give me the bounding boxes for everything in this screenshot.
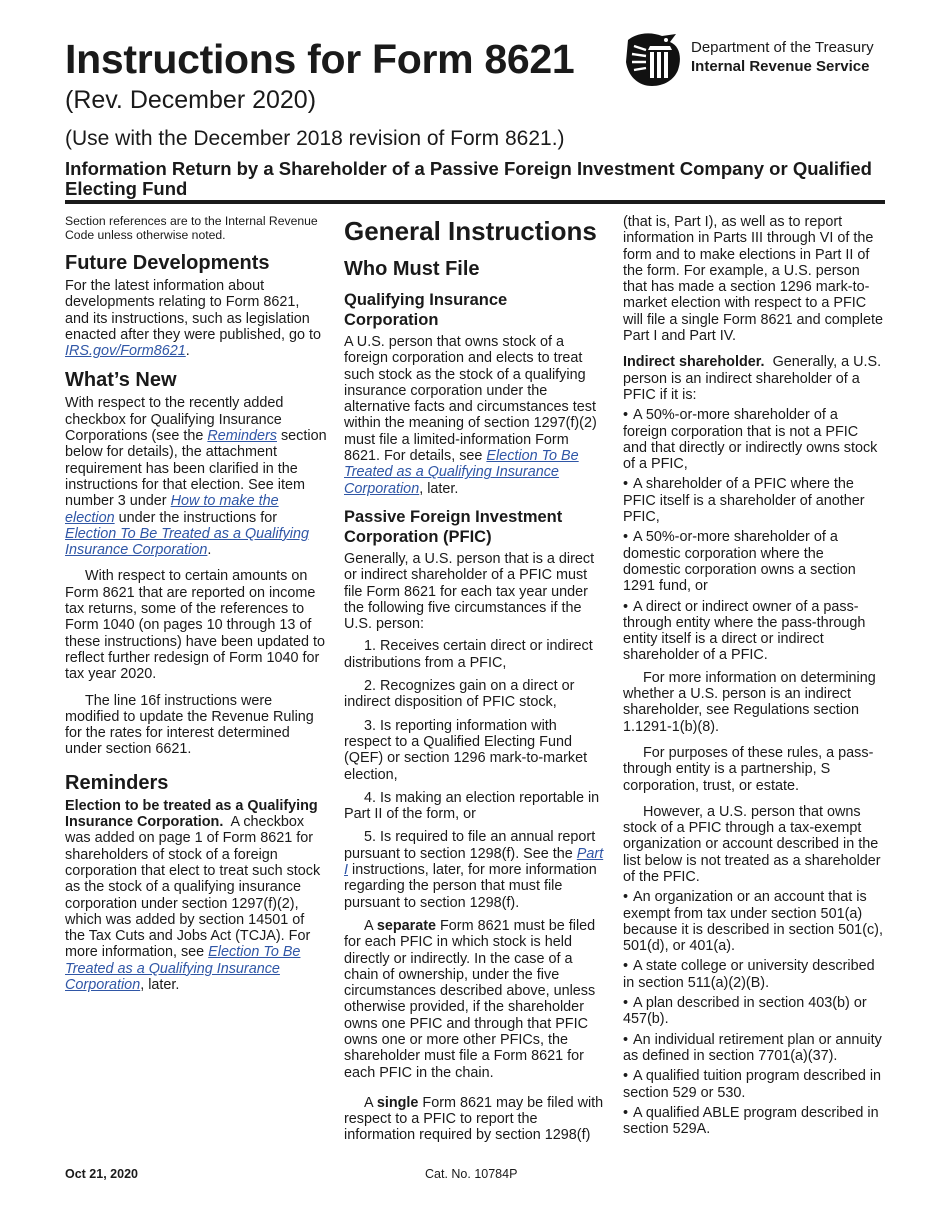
whats-new-paragraph-1: With respect to the recently added checkbox for Qualifying Insurance Corporations (see the Reminders section below for details), the attachment requirement has been clarified in the instructions for that election. See item number 3 under How to make the election under the instructions for Election To Be Treated as a Qualifying Insurance Corporation. bbox=[65, 395, 327, 559]
single-form-paragraph: A single Form 8621 may be filed with respect to a PFIC to report the information required by section 1298(f) bbox=[344, 1094, 604, 1144]
list-item: • An individual retirement plan or annuity as defined in section 7701(a)(37). bbox=[623, 1032, 885, 1065]
future-developments-heading: Future Developments bbox=[65, 252, 270, 274]
list-item: • A direct or indirect owner of a pass-through entity where the pass-through entity itself is a direct or indirect shareholder of a PFIC. bbox=[623, 599, 885, 664]
election-qic-link[interactable]: Election To Be Treated as a Qualifying Insurance Corporation bbox=[65, 525, 309, 559]
footer-date: Oct 21, 2020 bbox=[65, 1167, 138, 1181]
list-item: • A qualified tuition program described in section 529 or 530. bbox=[623, 1068, 885, 1101]
indirect-shareholder-paragraph: Indirect shareholder. Generally, a U.S. person is an indirect shareholder of a PFIC if it is: bbox=[623, 354, 882, 403]
whats-new-paragraph-2: With respect to certain amounts on Form 8621 that are reported on income tax returns, some of the references to Form 1040 (on pages 10 through 13 of these instructions) have been updated to reflect further redesign of Form 1040 for tax year 2020. bbox=[65, 568, 326, 683]
revision-date: (Rev. December 2020) bbox=[65, 86, 317, 114]
more-info-paragraph: For more information on determining whether a U.S. person is an indirect shareholder, see Regulations section 1.1291-1(b)(8). bbox=[623, 669, 876, 735]
section-references-note: Section references are to the Internal Revenue Code unless otherwise noted. bbox=[65, 214, 318, 242]
column-3 bbox=[623, 214, 885, 1143]
who-must-file-heading: Who Must File bbox=[344, 258, 480, 280]
document-title: Instructions for Form 8621 bbox=[65, 36, 575, 82]
whats-new-heading: What’s New bbox=[65, 369, 177, 392]
list-item: • A plan described in section 403(b) or 457(b). bbox=[623, 995, 885, 1028]
part-i-link[interactable]: Part I bbox=[344, 845, 604, 879]
election-qic-link-2[interactable]: Election To Be Treated as a Qualifying Insurance Corporation bbox=[65, 944, 301, 993]
future-developments-text: For the latest information about developments relating to Form 8621, and its instructions, such as legislation enacted after they were published, go to IRS.gov/Form8621. bbox=[65, 278, 322, 360]
use-with-note: (Use with the December 2018 revision of Form 8621.) bbox=[65, 127, 565, 150]
reminders-paragraph: Election to be treated as a Qualifying Insurance Corporation. A checkbox was added on page 1 of Form 8621 for shareholders of stock of a foreign corporation that elect to treat such stock as the stock of a qualifying insurance corporation under section 1297(f)(2), which was added by section 14501 of the Tax Cuts and Jobs Act (TCJA). For more information, see Election To Be Treated as a Qualifying Insurance Corporation, later. bbox=[65, 797, 321, 993]
qic-paragraph: A U.S. person that owns stock of a foreign corporation and elects to treat such stock as the stock of a qualifying insurance corporation under the alternative facts and circumstances test within the meaning of section 1297(f)(2) must file a limited-information Form 8621. For details, see Election To Be Treated as a Qualifying Insurance Corporation, later. bbox=[344, 334, 597, 497]
irs-eagle-logo-icon bbox=[624, 32, 684, 88]
continued-paragraph: (that is, Part I), as well as to report information in Parts III through VI of the form and to make elections in Part II of the form. For example, a U.S. person that has made a section 1296 mark-to-market election with respect to a PFIC will file a single Form 8621 and complete Part I and Part IV. bbox=[623, 214, 883, 345]
election-qic-link-3[interactable]: Election To Be Treated as a Qualifying Insurance Corporation bbox=[344, 448, 579, 497]
pass-through-paragraph: For purposes of these rules, a pass-through entity is a partnership, S corporation, trust, or estate. bbox=[623, 744, 874, 794]
list-item: 3. Is reporting information with respect to a Qualified Electing Fund (QEF) or section 1296 mark-to-market election, bbox=[344, 717, 588, 783]
reminders-heading: Reminders bbox=[65, 771, 169, 794]
agency-name: Internal Revenue Service bbox=[691, 58, 870, 75]
list-item: • A 50%-or-more shareholder of a domestic corporation where the domestic corporation owns a section 1291 fund, or bbox=[623, 529, 885, 594]
however-paragraph: However, a U.S. person that owns stock of a PFIC through a tax-exempt organization or account described in the list below is not treated as a shareholder of the PFIC. bbox=[623, 803, 881, 885]
reminders-link[interactable]: Reminders bbox=[207, 428, 277, 445]
irs-form8621-link[interactable]: IRS.gov/Form8621 bbox=[65, 343, 186, 360]
catalog-number: Cat. No. 10784P bbox=[425, 1167, 518, 1181]
whats-new-paragraph-3: The line 16f instructions were modified to update the Revenue Ruling for the rates for interest determined under section 6621. bbox=[65, 692, 314, 758]
how-to-make-election-link[interactable]: How to make the election bbox=[65, 493, 279, 526]
column-1 bbox=[65, 214, 327, 1003]
list-item: • An organization or an account that is exempt from tax under section 501(a) because it is described in section 501(c), 501(d), or 401(a). bbox=[623, 889, 885, 954]
column-2 bbox=[344, 214, 606, 1154]
general-instructions-heading: General Instructions bbox=[344, 216, 597, 246]
list-item: • A state college or university described in section 511(a)(2)(B). bbox=[623, 958, 885, 991]
header-rule bbox=[65, 200, 885, 204]
agency-block bbox=[624, 32, 894, 88]
exempt-organization-list bbox=[623, 889, 885, 1137]
list-item: 1. Receives certain direct or indirect distributions from a PFIC, bbox=[344, 638, 593, 671]
qic-heading: Qualifying Insurance Corporation bbox=[344, 291, 508, 329]
separate-form-paragraph: A separate Form 8621 must be filed for each PFIC in which stock is held directly or indirectly. In the case of a chain of ownership, under the five circumstances described above, unless otherwise provided, if the shareholder owns one PFIC and through that PFIC owns one or more other PFICs, the shareholder must file a Form 8621 for each PFIC in the chain. bbox=[344, 917, 596, 1081]
circumstances-list bbox=[344, 638, 606, 910]
list-item: 4. Is making an election reportable in Part II of the form, or bbox=[344, 789, 600, 823]
list-item: • A shareholder of a PFIC where the PFIC itself is a shareholder of another PFIC, bbox=[623, 476, 885, 525]
pfic-intro: Generally, a U.S. person that is a direct or indirect shareholder of a PFIC must file Form 8621 for each tax year under the following five circumstances if the U.S. person: bbox=[344, 550, 595, 633]
document-subtitle: Information Return by a Shareholder of a Passive Foreign Investment Company or Qualified Electing Fund bbox=[65, 158, 872, 199]
list-item: • A qualified ABLE program described in section 529A. bbox=[623, 1105, 885, 1138]
pfic-heading: Passive Foreign Investment Corporation (PFIC) bbox=[344, 507, 563, 546]
list-item: 5. Is required to file an annual report pursuant to section 1298(f). See the Part I instructions, later, for more information regarding the person that must file pursuant to section 1298(f). bbox=[344, 829, 604, 911]
department-name: Department of the Treasury bbox=[691, 39, 874, 56]
indirect-shareholder-list bbox=[623, 407, 885, 663]
list-item: • A 50%-or-more shareholder of a foreign corporation that is not a PFIC and that directly or indirectly owns stock of a PFIC, bbox=[623, 407, 885, 472]
list-item: 2. Recognizes gain on a direct or indirect disposition of PFIC stock, bbox=[344, 678, 575, 711]
